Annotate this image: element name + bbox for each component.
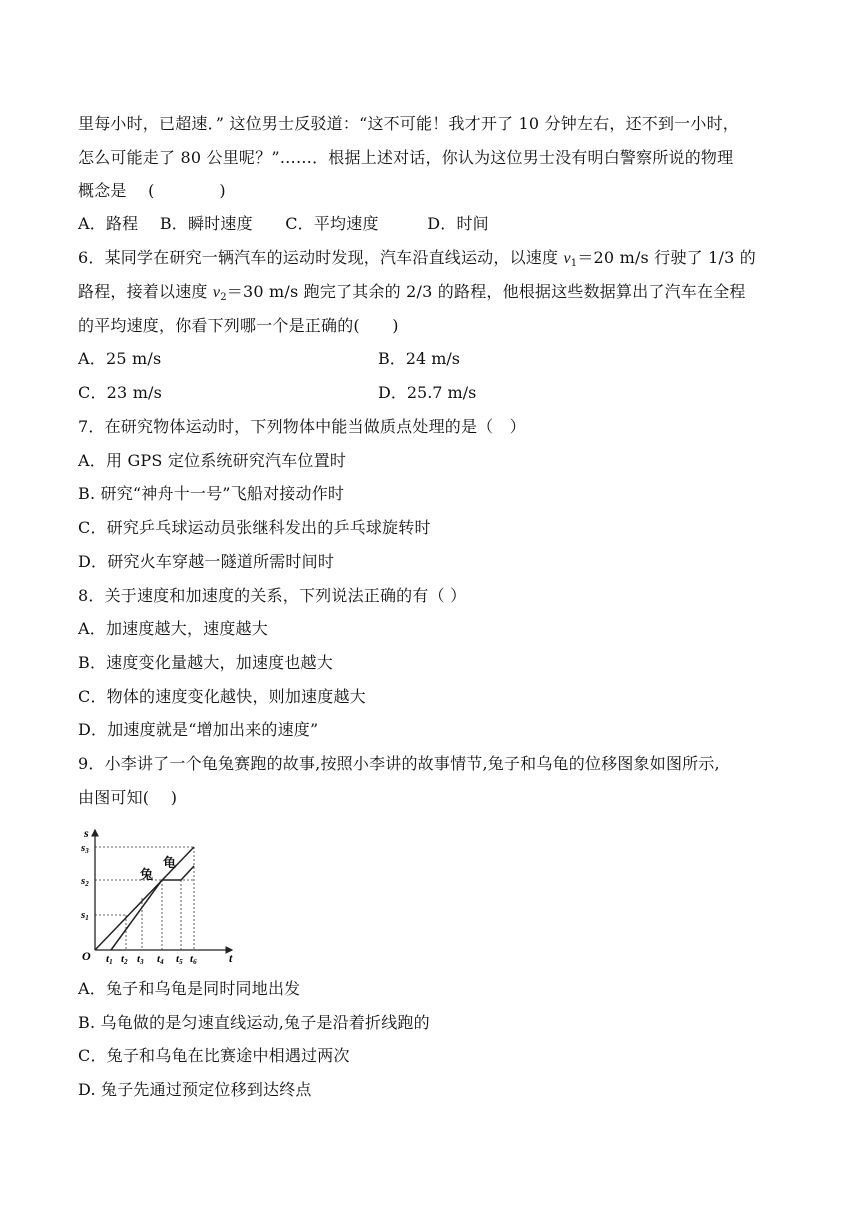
displacement-time-graph	[80, 826, 240, 966]
q9-option-c: C．兔子和乌龟在比赛途中相遇过两次	[78, 1046, 350, 1065]
q6-line-3: 的平均速度，你看下列哪一个是正确的( )	[78, 316, 399, 335]
tick-s2: s2	[81, 875, 89, 888]
q5-line-1: 里每小时，已超速．” 这位男士反驳道：“这不可能！我才开了 10 分钟左右，还不到一小时，	[78, 114, 739, 133]
q8-option-d: D．加速度就是“增加出来的速度”	[78, 720, 319, 739]
q7-option-b: B. 研究“神舟十一号”飞船对接动作时	[78, 484, 345, 503]
q9-option-a: A．兔子和乌龟是同时同地出发	[78, 979, 301, 998]
q8-option-a: A．加速度越大，速度越大	[78, 619, 268, 638]
label-turtle: 龟	[163, 855, 177, 870]
tick-t3: t3	[137, 953, 144, 966]
q5-options: A．路程 B．瞬时速度 C．平均速度 D．时间	[78, 214, 489, 233]
q5-line-3: 概念是 ( )	[78, 181, 226, 200]
q6-line-2: 路程，接着以速度 $v_2=30$ m/s 跑完了其余的 2/3 的路程，他根据这些数据算出了汽车在全程	[78, 282, 746, 303]
y-axis-label: s	[84, 826, 89, 840]
tick-t5: t5	[176, 953, 183, 966]
origin-label: O	[82, 949, 91, 963]
q7-option-a: A．用 GPS 定位系统研究汽车位置时	[78, 451, 347, 470]
q7-option-c: C．研究乒乓球运动员张继科发出的乒乓球旋转时	[78, 518, 431, 537]
turtle-line	[95, 847, 194, 950]
q6-option-a: A．25 m/s	[78, 349, 162, 368]
tick-t1: t1	[106, 953, 113, 966]
q7-stem: 7．在研究物体运动时，下列物体中能当做质点处理的是（ ）	[78, 417, 526, 436]
q9-option-b: B. 乌龟做的是匀速直线运动,兔子是沿着折线跑的	[78, 1013, 430, 1032]
tick-t6: t6	[190, 953, 197, 966]
q9-option-d: D. 兔子先通过预定位移到达终点	[78, 1080, 312, 1099]
q9-line-2: 由图可知( )	[78, 788, 178, 807]
label-rabbit: 兔	[140, 867, 154, 882]
q8-option-b: B．速度变化量越大，加速度也越大	[78, 653, 333, 672]
q8-stem: 8．关于速度和加速度的关系，下列说法正确的有（ ）	[78, 586, 467, 605]
tick-t2: t2	[121, 953, 128, 966]
x-axis-label: t	[229, 951, 233, 965]
q5-line-2: 怎么可能走了 80 公里呢？”……．根据上述对话，你认为这位男士没有明白警察所说的物理	[78, 148, 734, 167]
tick-s1: s1	[81, 909, 89, 922]
q7-option-d: D．研究火车穿越一隧道所需时间时	[78, 552, 335, 571]
q8-option-c: C．物体的速度变化越快，则加速度越大	[78, 687, 366, 706]
q6-option-b: B．24 m/s	[378, 349, 460, 368]
q6-option-d: D．25.7 m/s	[378, 383, 477, 402]
tick-t4: t4	[157, 953, 164, 966]
q9-line-1: 9．小李讲了一个龟兔赛跑的故事,按照小李讲的故事情节,兔子和乌龟的位移图象如图所示,	[78, 754, 720, 773]
q6-option-c: C．23 m/s	[78, 383, 163, 402]
tick-s3: s3	[81, 842, 89, 855]
q6-line-1: 6．某同学在研究一辆汽车的运动时发现，汽车沿直线运动，以速度 $v_1=20$ m/s 行驶了 1/3 的	[78, 248, 756, 269]
